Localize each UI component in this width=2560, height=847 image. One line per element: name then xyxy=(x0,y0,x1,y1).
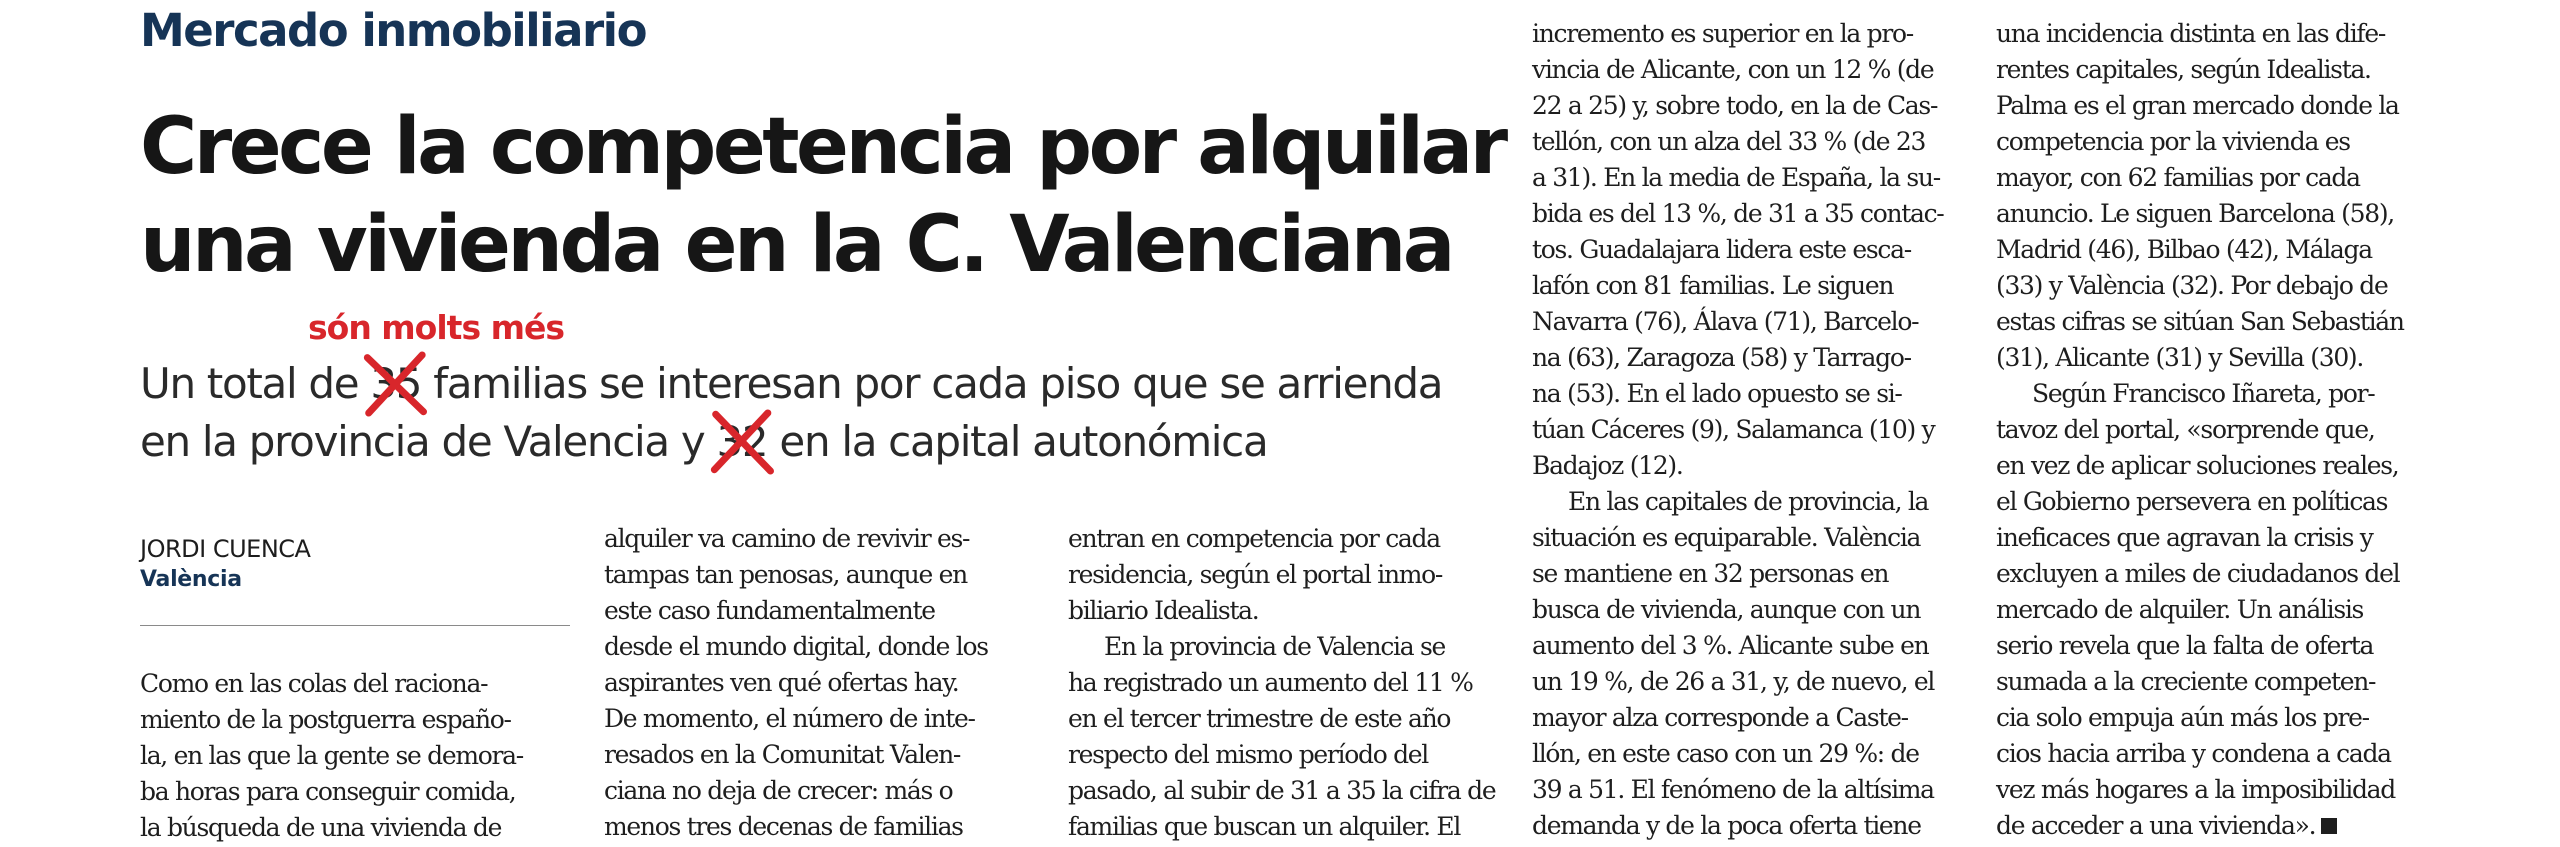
text-line: en el tercer trimestre de este año xyxy=(1068,704,1451,733)
article-column-2 xyxy=(604,521,988,845)
struck-number-text: 32 xyxy=(716,417,768,466)
handwritten-correction: són molts més xyxy=(308,308,564,347)
text-line: pasado, al subir de 31 a 35 la cifra de xyxy=(1068,776,1496,805)
text-line: mayor alza corresponde a Caste- xyxy=(1532,703,1908,732)
subhead-line xyxy=(140,355,1540,413)
text-line: Según Francisco Iñareta, por- xyxy=(2032,379,2375,408)
text-line: ha registrado un aumento del 11 % xyxy=(1068,668,1473,697)
text-line: situación es equiparable. València xyxy=(1532,523,1921,552)
text-line: familias que buscan un alquiler. El xyxy=(1068,812,1461,841)
text-line: busca de vivienda, aunque con un xyxy=(1532,595,1921,624)
text-line: (31), Alicante (31) y Sevilla (30). xyxy=(1996,343,2364,372)
subhead-text: familias se interesan por cada piso que se arrienda xyxy=(421,359,1443,408)
text-line: 22 a 25) y, sobre todo, en la de Cas- xyxy=(1532,91,1938,120)
text-line: Palma es el gran mercado donde la xyxy=(1996,91,2399,120)
text-line: en vez de aplicar soluciones reales, xyxy=(1996,451,2399,480)
text-line: entran en competencia por cada xyxy=(1068,524,1440,553)
text-line: lafón con 81 familias. Le siguen xyxy=(1532,271,1894,300)
text-line: mercado de alquiler. Un análisis xyxy=(1996,595,2364,624)
text-line: vincia de Alicante, con un 12 % (de xyxy=(1532,55,1934,84)
text-line: desde el mundo digital, donde los xyxy=(604,632,988,661)
text-line: tampas tan penosas, aunque en xyxy=(604,560,967,589)
text-line: un 19 %, de 26 a 31, y, de nuevo, el xyxy=(1532,667,1935,696)
text-line: na (63), Zaragoza (58) y Tarrago- xyxy=(1532,343,1911,372)
text-line: la, en las que la gente se demora- xyxy=(140,741,523,770)
subheadline xyxy=(140,355,1540,471)
text-line: estas cifras se sitúan San Sebastián xyxy=(1996,307,2404,336)
headline-line: Crece la competencia por alquilar xyxy=(140,102,1505,192)
text-line: (33) y València (32). Por debajo de xyxy=(1996,271,2388,300)
text-line xyxy=(1996,808,2404,844)
text-line: respecto del mismo período del xyxy=(1068,740,1428,769)
text-line: el Gobierno persevera en políticas xyxy=(1996,487,2388,516)
text-line: resados en la Comunitat Valen- xyxy=(604,740,961,769)
text-line: Madrid (46), Bilbao (42), Málaga xyxy=(1996,235,2372,264)
text-line: tellón, con un alza del 33 % (de 23 xyxy=(1532,127,1926,156)
strike-x-mark xyxy=(709,409,776,475)
dateline-location: València xyxy=(140,567,242,592)
text-line: llón, en este caso con un 29 %: de xyxy=(1532,739,1919,768)
text-line: serio revela que la falta de oferta xyxy=(1996,631,2374,660)
text-line: 39 a 51. El fenómeno de la altísima xyxy=(1532,775,1934,804)
text-line: rentes capitales, según Idealista. xyxy=(1996,55,2371,84)
text-line: vez más hogares a la imposibilidad xyxy=(1996,775,2395,804)
text-line: menos tres decenas de familias xyxy=(604,812,963,841)
text-line: aumento del 3 %. Alicante sube en xyxy=(1532,631,1929,660)
text-line: aspirantes ven qué ofertas hay. xyxy=(604,668,959,697)
text-line: ineficaces que agravan la crisis y xyxy=(1996,523,2373,552)
section-tag: Mercado inmobiliario xyxy=(140,4,646,57)
text-line: alquiler va camino de revivir es- xyxy=(604,524,970,553)
end-of-article-icon xyxy=(2321,818,2337,834)
text-line: la búsqueda de una vivienda de xyxy=(140,813,502,842)
text-line: anuncio. Le siguen Barcelona (58), xyxy=(1996,199,2394,228)
text-line-content: de acceder a una vivienda». xyxy=(1996,811,2316,840)
subhead-line xyxy=(140,413,1540,471)
text-line: cios hacia arriba y condena a cada xyxy=(1996,739,2391,768)
article-column-4 xyxy=(1532,16,1943,844)
article-column-3 xyxy=(1068,521,1495,845)
text-line: incremento es superior en la pro- xyxy=(1532,19,1913,48)
subhead-text: Un total de xyxy=(140,359,371,408)
struck-number xyxy=(717,413,768,471)
text-line: demanda y de la poca oferta tiene xyxy=(1532,811,1921,840)
text-line: ciana no deja de crecer: más o xyxy=(604,776,953,805)
byline xyxy=(140,533,570,595)
text-line: Navarra (76), Álava (71), Barcelo- xyxy=(1532,307,1919,336)
text-line: Como en las colas del raciona- xyxy=(140,669,488,698)
text-line: tos. Guadalajara lidera este esca- xyxy=(1532,235,1911,264)
text-line: miento de la postguerra españo- xyxy=(140,705,511,734)
text-line: na (53). En el lado opuesto se si- xyxy=(1532,379,1902,408)
text-line: ba horas para conseguir comida, xyxy=(140,777,516,806)
text-line: excluyen a miles de ciudadanos del xyxy=(1996,559,2400,588)
struck-number-text: 35 xyxy=(370,359,422,408)
text-line: cia solo empuja aún más los pre- xyxy=(1996,703,2369,732)
text-line: biliario Idealista. xyxy=(1068,596,1259,625)
author-name: JORDI CUENCA xyxy=(140,535,311,563)
subhead-text: en la provincia de Valencia y xyxy=(140,417,717,466)
text-line: residencia, según el portal inmo- xyxy=(1068,560,1443,589)
text-line: a 31). En la media de España, la su- xyxy=(1532,163,1940,192)
text-line: se mantiene en 32 personas en xyxy=(1532,559,1889,588)
headline-line: una vivienda en la C. Valenciana xyxy=(140,200,1452,290)
struck-number xyxy=(370,355,421,413)
subhead-text: en la capital autonómica xyxy=(767,417,1268,466)
article-column-5 xyxy=(1996,16,2404,844)
text-line: competencia por la vivienda es xyxy=(1996,127,2350,156)
strike-x-mark xyxy=(362,351,429,417)
text-line: túan Cáceres (9), Salamanca (10) y xyxy=(1532,415,1935,444)
text-line: bida es del 13 %, de 31 a 35 contac- xyxy=(1532,199,1944,228)
text-line: Badajoz (12). xyxy=(1532,451,1683,480)
headline xyxy=(140,98,1520,294)
text-line: En las capitales de provincia, la xyxy=(1568,487,1929,516)
text-line: En la provincia de Valencia se xyxy=(1104,632,1445,661)
byline-divider xyxy=(140,625,570,626)
text-line: De momento, el número de inte- xyxy=(604,704,975,733)
text-line: este caso fundamentalmente xyxy=(604,596,935,625)
text-line: mayor, con 62 familias por cada xyxy=(1996,163,2360,192)
text-line: una incidencia distinta en las dife- xyxy=(1996,19,2385,48)
text-line: sumada a la creciente competen- xyxy=(1996,667,2376,696)
text-line: tavoz del portal, «sorprende que, xyxy=(1996,415,2375,444)
article-column-1 xyxy=(140,666,523,846)
